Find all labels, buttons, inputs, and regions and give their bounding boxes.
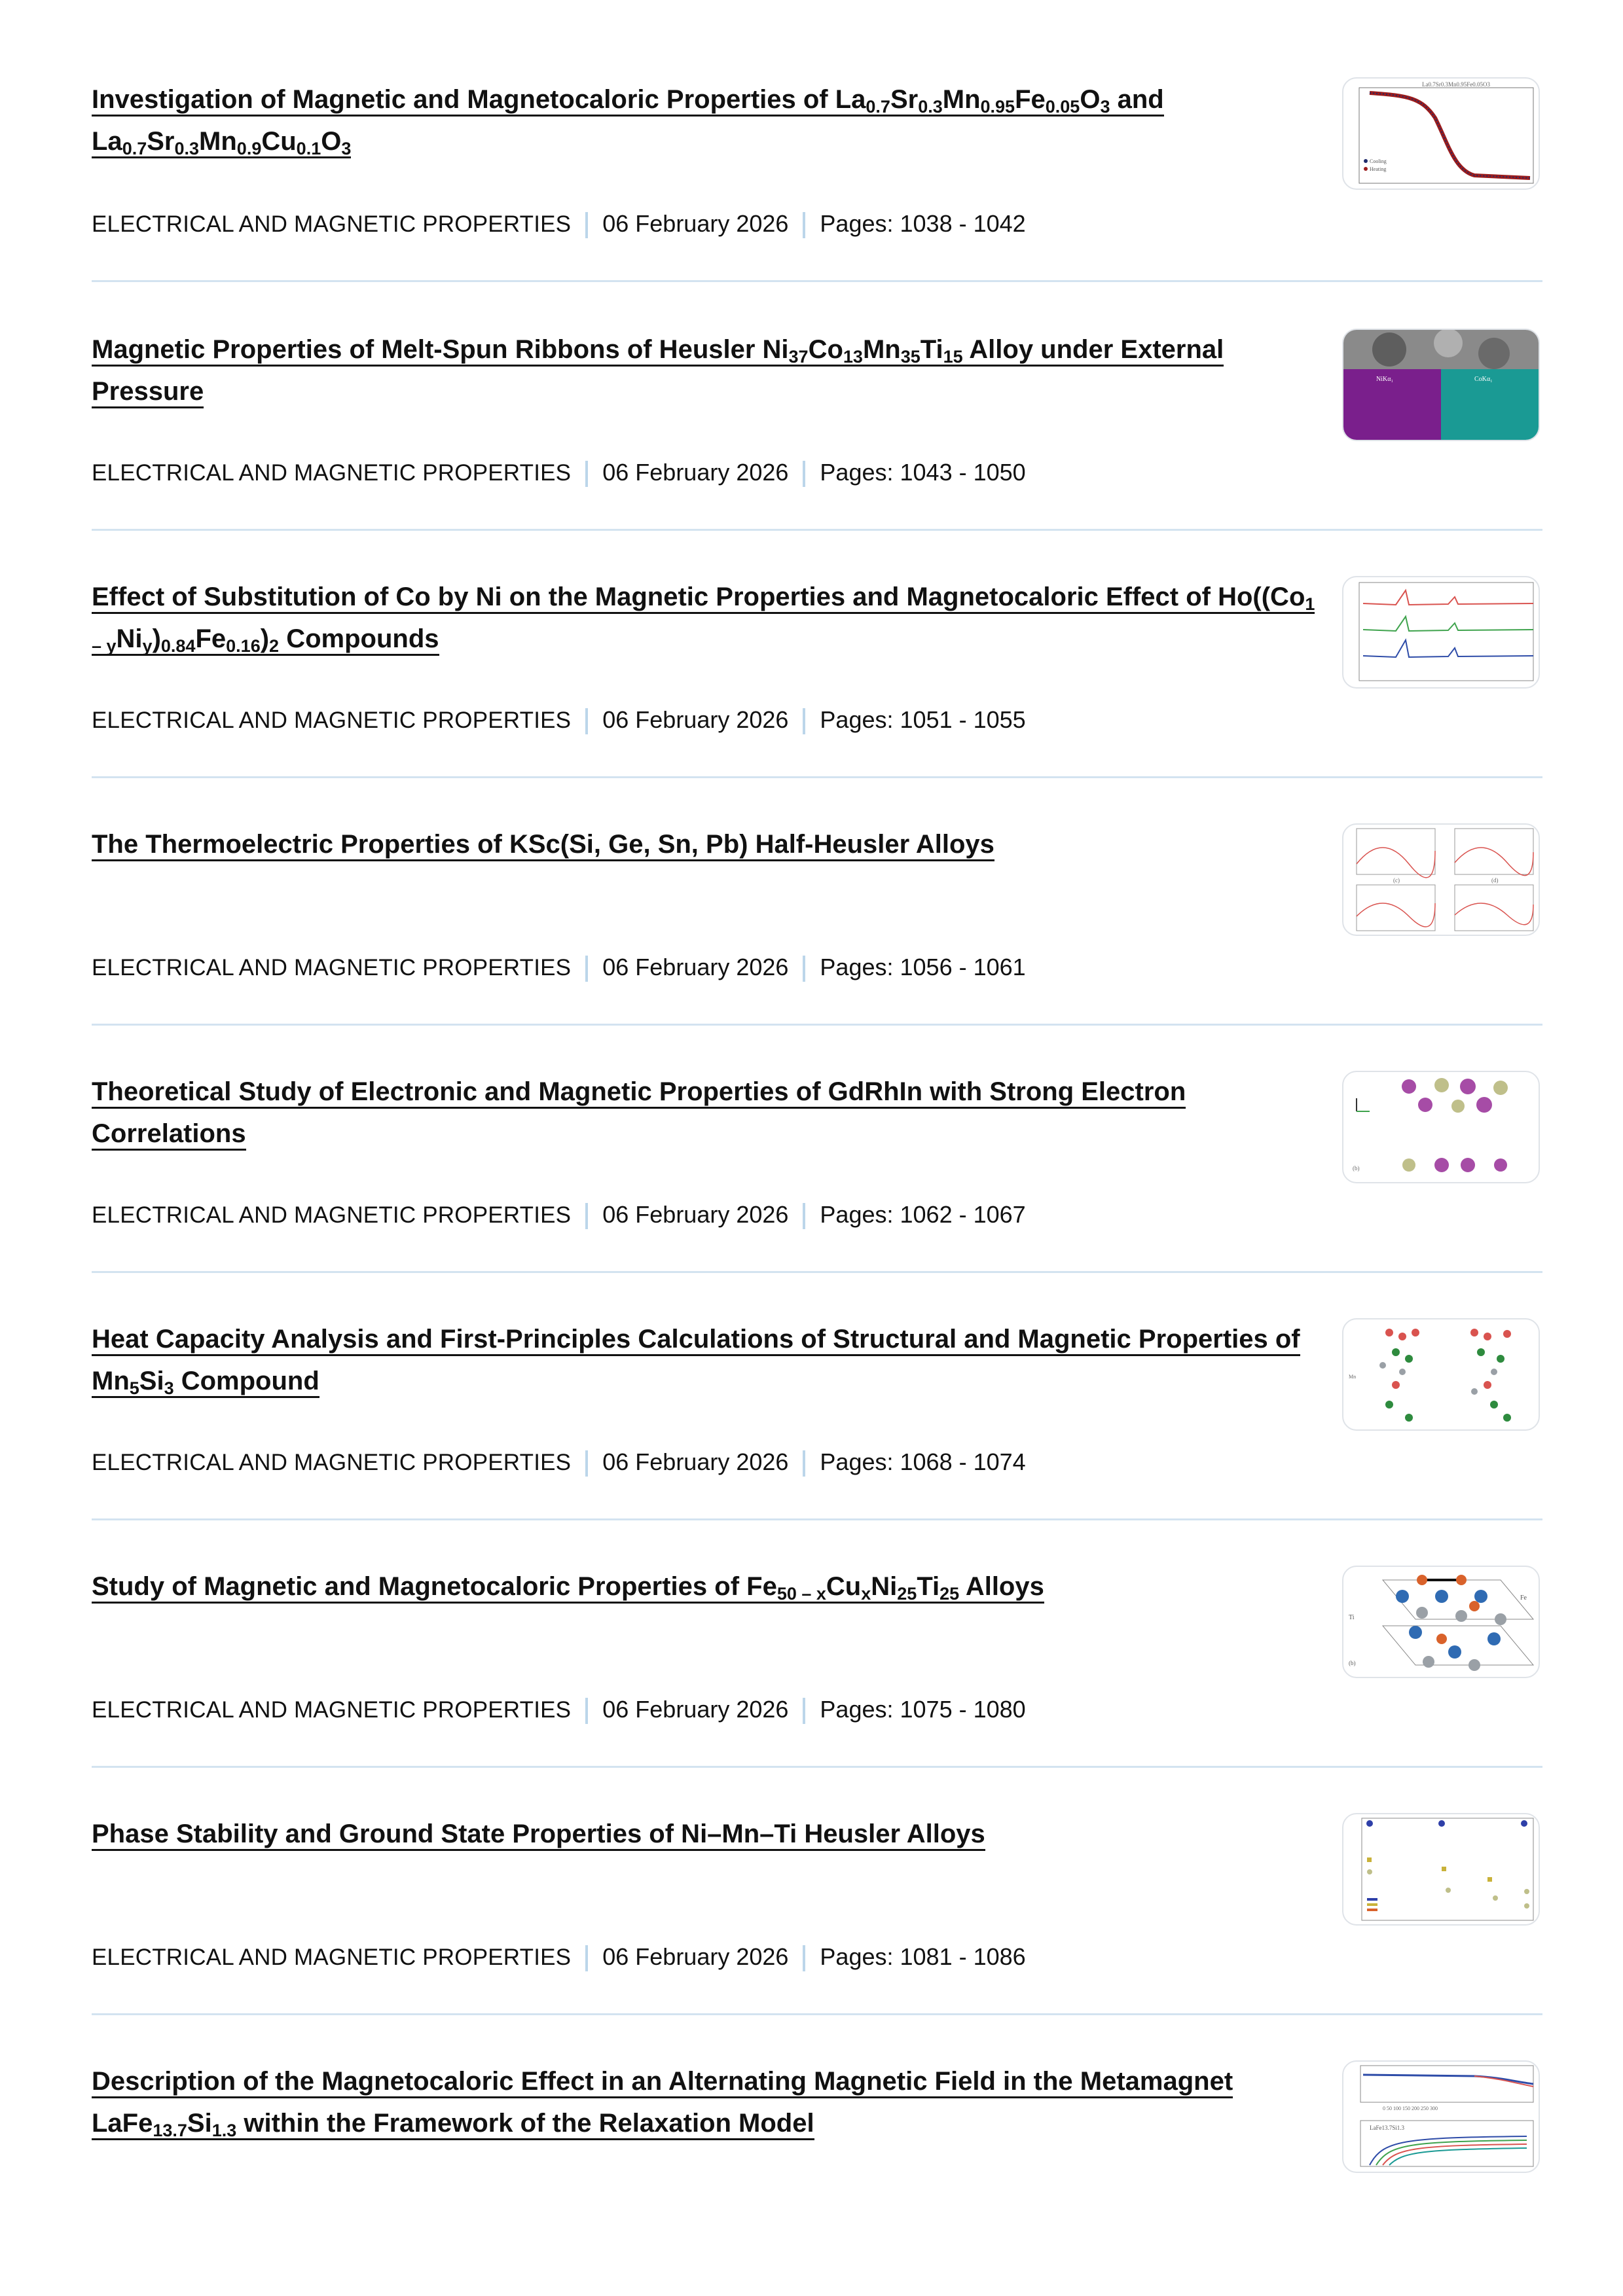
meta-separator xyxy=(803,956,805,982)
article-title xyxy=(92,576,1322,660)
article-divider xyxy=(92,776,1542,778)
article-category[interactable]: ELECTRICAL AND MAGNETIC PROPERTIES xyxy=(92,1202,572,1228)
meta-separator xyxy=(803,1203,805,1229)
meta-separator xyxy=(803,1945,805,1971)
article-title xyxy=(92,2060,1322,2144)
svg-text:(d): (d) xyxy=(1491,877,1499,884)
element-map-image xyxy=(1343,330,1539,440)
meta-separator xyxy=(803,461,805,487)
article-category[interactable]: ELECTRICAL AND MAGNETIC PROPERTIES xyxy=(92,955,572,980)
article-thumbnail[interactable] xyxy=(1342,823,1540,936)
article-divider xyxy=(92,2013,1542,2015)
article-pages: Pages: 1068 - 1074 xyxy=(820,1448,1026,1475)
article-thumbnail[interactable] xyxy=(1342,2060,1540,2173)
article-date: 06 February 2026 xyxy=(602,954,789,980)
article-title-link[interactable]: Description of the Magnetocaloric Effect in an Alternating Magnetic Field in the Metamagnet $LaFe_{13.7}Si_{1.3}$ within the Framework of the Relaxation Model xyxy=(92,2067,1233,2140)
article-meta xyxy=(92,1449,1026,1477)
phonon-panels-image xyxy=(1343,825,1539,935)
article-title xyxy=(92,1318,1322,1402)
article-title xyxy=(92,823,1322,865)
article-meta xyxy=(92,211,1026,238)
svg-text:Heating: Heating xyxy=(1370,166,1387,172)
article-pages: Pages: 1038 - 1042 xyxy=(820,210,1026,237)
scatter-plot-image xyxy=(1343,1814,1539,1924)
meta-separator xyxy=(585,956,588,982)
xrd-plot-image xyxy=(1343,577,1539,687)
article-pages: Pages: 1075 - 1080 xyxy=(820,1696,1026,1723)
article-thumbnail[interactable] xyxy=(1342,77,1540,190)
article-title-link[interactable]: Magnetic Properties of Melt-Spun Ribbons of Heusler $Ni_{37}Co_{13}Mn_{35}Ti_{15}$ Alloy under External Pressure xyxy=(92,335,1224,408)
article-thumbnail[interactable] xyxy=(1342,576,1540,689)
svg-text:(b): (b) xyxy=(1349,1660,1356,1666)
article-thumbnail[interactable] xyxy=(1342,329,1540,441)
meta-separator xyxy=(585,708,588,734)
svg-text:La0.7Sr0.3Mn0.95Fe0.05O3: La0.7Sr0.3Mn0.95Fe0.05O3 xyxy=(1422,81,1490,88)
svg-text:(b): (b) xyxy=(1353,1165,1360,1172)
article-date: 06 February 2026 xyxy=(602,459,789,486)
article-divider xyxy=(92,1518,1542,1520)
article-category[interactable]: ELECTRICAL AND MAGNETIC PROPERTIES xyxy=(92,1945,572,1970)
magnetization-plot-image xyxy=(1343,79,1539,188)
article-category[interactable]: ELECTRICAL AND MAGNETIC PROPERTIES xyxy=(92,460,572,486)
article-pages: Pages: 1056 - 1061 xyxy=(820,954,1026,980)
meta-separator xyxy=(585,461,588,487)
heusler-lattice-image xyxy=(1343,1567,1539,1677)
meta-separator xyxy=(803,1450,805,1477)
article-meta xyxy=(92,707,1026,734)
mn5si3-structure-image xyxy=(1343,1319,1539,1429)
article-date: 06 February 2026 xyxy=(602,706,789,733)
svg-text:NiKα₁: NiKα₁ xyxy=(1376,376,1393,383)
article-thumbnail[interactable] xyxy=(1342,1318,1540,1431)
article-title-link[interactable]: Investigation of Magnetic and Magnetocaloric Properties of $La_{0.7}Sr_{0.3}Mn_{0.95}Fe_{0.05}O_3$ and $La_{0.7}Sr_{0.3}Mn_{0.9}Cu_{0.1}O_3$ xyxy=(92,85,1164,158)
article-divider xyxy=(92,1766,1542,1768)
meta-separator xyxy=(803,708,805,734)
svg-text:(c): (c) xyxy=(1393,877,1400,884)
meta-separator xyxy=(585,1203,588,1229)
article-divider xyxy=(92,280,1542,282)
svg-text:Ti: Ti xyxy=(1349,1614,1355,1621)
article-title-link[interactable]: Heat Capacity Analysis and First-Principles Calculations of Structural and Magnetic Properties of $Mn_5Si_3$ Compound xyxy=(92,1325,1300,1398)
article-meta xyxy=(92,1944,1026,1971)
article-title xyxy=(92,1566,1322,1607)
article-title-link[interactable]: Phase Stability and Ground State Properties of Ni–Mn–Ti Heusler Alloys xyxy=(92,1820,985,1851)
article-date: 06 February 2026 xyxy=(602,1448,789,1475)
article-category[interactable]: ELECTRICAL AND MAGNETIC PROPERTIES xyxy=(92,1450,572,1475)
article-title-link[interactable]: Study of Magnetic and Magnetocaloric Properties of $Fe_{50 - x}Cu_xNi_{25}Ti_{25}$ Alloys xyxy=(92,1572,1044,1604)
article-pages: Pages: 1043 - 1050 xyxy=(820,459,1026,486)
article-date: 06 February 2026 xyxy=(602,1696,789,1723)
article-meta xyxy=(92,1202,1026,1229)
article-divider xyxy=(92,1024,1542,1026)
article-divider xyxy=(92,1271,1542,1273)
article-title-link[interactable]: The Thermoelectric Properties of KSc(Si, Ge, Sn, Pb) Half-Heusler Alloys xyxy=(92,830,994,861)
article-title xyxy=(92,329,1322,412)
meta-separator xyxy=(585,1450,588,1477)
article-category[interactable]: ELECTRICAL AND MAGNETIC PROPERTIES xyxy=(92,708,572,733)
article-pages: Pages: 1062 - 1067 xyxy=(820,1201,1026,1228)
article-thumbnail[interactable] xyxy=(1342,1566,1540,1678)
article-title-link[interactable]: Effect of Substitution of Co by Ni on the Magnetic Properties and Magnetocaloric Effect of $Ho((Co_{1 - y}Ni_y)_{0.84}Fe_{0.16})_2$ Compounds xyxy=(92,583,1315,656)
article-date: 06 February 2026 xyxy=(602,210,789,237)
crystal-structure-image xyxy=(1343,1072,1539,1182)
article-date: 06 February 2026 xyxy=(602,1943,789,1970)
svg-text:CoKα₁: CoKα₁ xyxy=(1474,376,1493,383)
svg-text:0 50 100 150 200 250 30: 0 50 100 150 200 250 300 xyxy=(1383,2106,1438,2111)
article-divider xyxy=(92,529,1542,531)
article-title xyxy=(92,79,1322,162)
meta-separator xyxy=(585,212,588,238)
meta-separator xyxy=(585,1945,588,1971)
meta-separator xyxy=(803,1698,805,1724)
svg-text:Cooling: Cooling xyxy=(1370,158,1387,164)
svg-text:Mn: Mn xyxy=(1349,1374,1357,1380)
article-date: 06 February 2026 xyxy=(602,1201,789,1228)
meta-separator xyxy=(803,212,805,238)
article-pages: Pages: 1081 - 1086 xyxy=(820,1943,1026,1970)
article-title xyxy=(92,1071,1322,1155)
article-thumbnail[interactable] xyxy=(1342,1071,1540,1183)
meta-separator xyxy=(585,1698,588,1724)
article-meta xyxy=(92,1696,1026,1724)
article-category[interactable]: ELECTRICAL AND MAGNETIC PROPERTIES xyxy=(92,211,572,237)
svg-text:LaFe13.7Si1.3: LaFe13.7Si1.3 xyxy=(1370,2125,1404,2131)
article-thumbnail[interactable] xyxy=(1342,1813,1540,1926)
article-meta xyxy=(92,954,1026,982)
article-category[interactable]: ELECTRICAL AND MAGNETIC PROPERTIES xyxy=(92,1697,572,1723)
article-meta xyxy=(92,459,1026,487)
svg-text:Fe: Fe xyxy=(1520,1594,1527,1602)
article-title xyxy=(92,1813,1322,1855)
article-pages: Pages: 1051 - 1055 xyxy=(820,706,1026,733)
article-title-link[interactable]: Theoretical Study of Electronic and Magnetic Properties of GdRhIn with Strong Electron Correlations xyxy=(92,1077,1186,1151)
mce-curves-image xyxy=(1343,2062,1539,2172)
